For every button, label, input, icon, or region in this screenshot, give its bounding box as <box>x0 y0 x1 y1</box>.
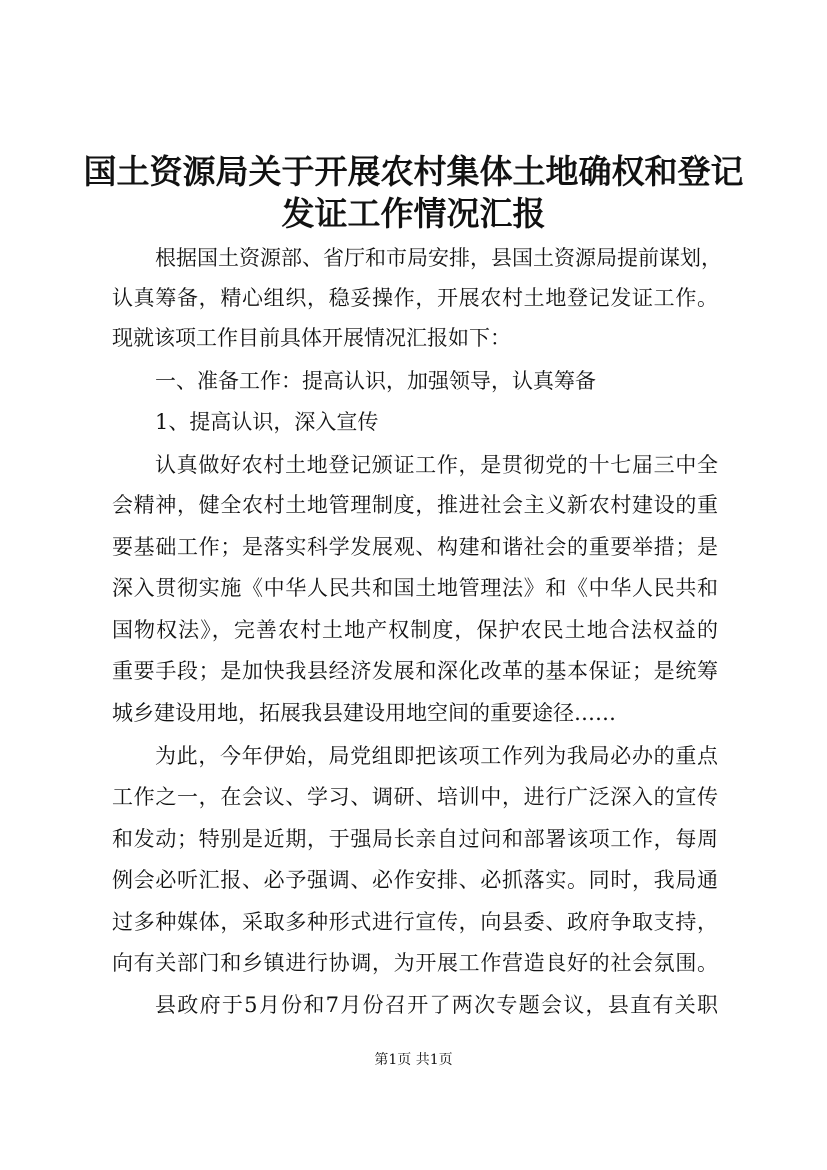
paragraph-line: 和发动；特别是近期，于强局长亲自过问和部署该项工作，每周 <box>112 827 718 851</box>
paragraph-line: 重要手段；是加快我县经济发展和深化改革的基本保证；是统筹 <box>112 659 718 683</box>
paragraph-line: 现就该项工作目前具体开展情况汇报如下： <box>112 326 511 350</box>
paragraph-line: 要基础工作；是落实科学发展观、构建和谐社会的重要举措；是 <box>112 535 718 559</box>
subsection-heading: 1、提高认识，深入宣传 <box>155 410 379 434</box>
paragraph-line: 会精神，健全农村土地管理制度，推进社会主义新农村建设的重 <box>112 493 718 517</box>
paragraph-line: 向有关部门和乡镇进行协调，为开展工作营造良好的社会氛围。 <box>112 951 718 975</box>
document-title-line-1: 国土资源局关于开展农村集体土地确权和登记 <box>83 152 744 191</box>
paragraph-line: 城乡建设用地，拓展我县建设用地空间的重要途径…… <box>112 701 616 725</box>
document-title-line-2: 发证工作情况汇报 <box>281 194 546 233</box>
paragraph-line: 过多种媒体，采取多种形式进行宣传，向县委、政府争取支持， <box>112 910 718 934</box>
paragraph-line: 工作之一，在会议、学习、调研、培训中，进行广泛深入的宣传 <box>112 785 718 809</box>
paragraph-line: 认真做好农村土地登记颁证工作，是贯彻党的十七届三中全 <box>155 453 718 477</box>
section-heading: 一、准备工作：提高认识，加强领导，认真筹备 <box>155 369 596 393</box>
paragraph-line: 例会必听汇报、必予强调、必作安排、必抓落实。同时，我局通 <box>112 868 718 892</box>
paragraph-line: 国物权法》，完善农村土地产权制度，保护农民土地合法权益的 <box>112 618 718 642</box>
paragraph-line: 为此，今年伊始，局党组即把该项工作列为我局必办的重点 <box>155 744 718 768</box>
paragraph-line: 深入贯彻实施《中华人民共和国土地管理法》和《中华人民共和 <box>112 576 718 600</box>
paragraph-line: 认真筹备，精心组织，稳妥操作，开展农村土地登记发证工作。 <box>112 286 718 310</box>
paragraph-line: 县政府于5月份和7月份召开了两次专题会议，县直有关职 <box>155 993 718 1017</box>
page-footer: 第1页 共1页 <box>374 1052 453 1068</box>
paragraph-line: 根据国土资源部、省厅和市局安排，县国土资源局提前谋划， <box>155 246 722 270</box>
